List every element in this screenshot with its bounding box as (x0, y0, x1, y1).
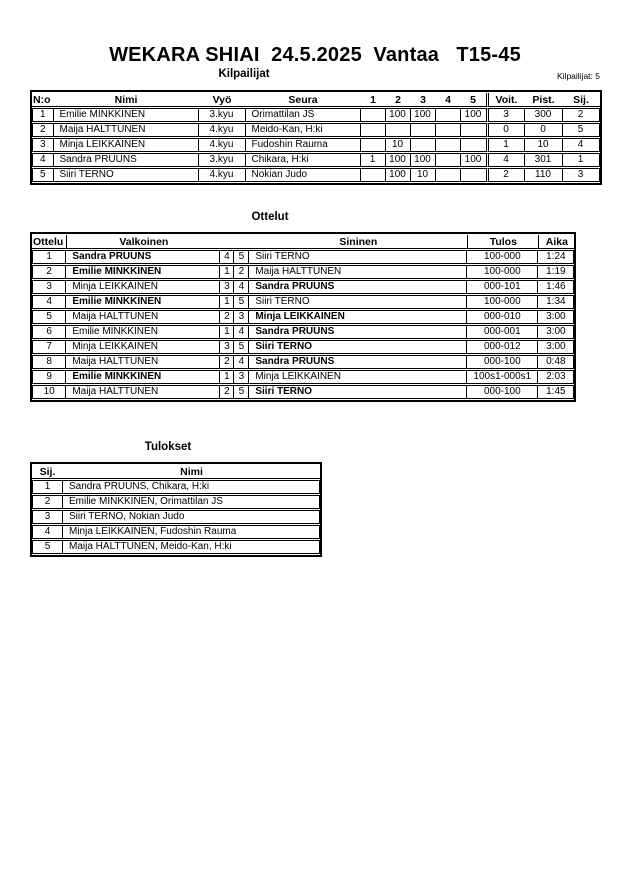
competitor-name: Maija HALTTUNEN (54, 123, 199, 137)
match-row (32, 340, 574, 354)
wins-cell: 0 (486, 123, 525, 137)
wins-cell: 4 (486, 153, 525, 167)
place-cell: 2 (563, 108, 600, 122)
result-name: Emilie MINKKINEN, Orimattilan JS (63, 495, 320, 509)
competitor-club: Orimattilan JS (246, 108, 361, 122)
result-name: Siiri TERNO, Nokian Judo (63, 510, 320, 524)
match-result: 000-100 (467, 385, 538, 399)
result-name: Maija HALTTUNEN, Meido-Kan, H:ki (63, 540, 320, 554)
white-player: Maija HALTTUNEN (66, 355, 220, 369)
score-cell (361, 108, 386, 122)
col-header-opp5: 5 (461, 93, 486, 107)
points-cell: 10 (525, 138, 563, 152)
match-time: 3:00 (538, 310, 574, 324)
place-cell: 4 (563, 138, 600, 152)
match-time: 1:45 (538, 385, 574, 399)
blue-player: Siiri TERNO (249, 295, 467, 309)
score-cell (461, 123, 486, 137)
competitor-name: Emilie MINKKINEN (54, 108, 199, 122)
score-cell (386, 123, 411, 137)
competitor-row (32, 168, 600, 182)
match-no: 2 (32, 265, 66, 279)
match-row (32, 325, 574, 339)
white-player: Emilie MINKKINEN (66, 295, 220, 309)
header-row (32, 465, 320, 479)
competitor-no: 5 (32, 168, 54, 182)
col-header-pist: Pist. (525, 93, 563, 107)
result-place: 4 (32, 525, 63, 539)
wins-cell: 2 (486, 168, 525, 182)
white-player: Maija HALTTUNEN (66, 310, 220, 324)
points-cell: 0 (525, 123, 563, 137)
score-cell (436, 138, 461, 152)
competitor-club: Nokian Judo (246, 168, 361, 182)
result-place: 5 (32, 540, 63, 554)
match-no: 4 (32, 295, 66, 309)
competitors-table (30, 90, 602, 185)
competitor-club: Meido-Kan, H:ki (246, 123, 361, 137)
white-player-no: 1 (220, 295, 234, 309)
score-cell: 100 (386, 168, 411, 182)
match-row (32, 310, 574, 324)
score-cell (436, 108, 461, 122)
score-cell (361, 138, 386, 152)
place-cell: 5 (563, 123, 600, 137)
col-header-opp2: 2 (386, 93, 411, 107)
white-player: Minja LEIKKAINEN (66, 340, 220, 354)
result-row (32, 510, 320, 524)
match-no: 5 (32, 310, 66, 324)
competitor-row (32, 138, 600, 152)
blue-player: Siiri TERNO (249, 250, 467, 264)
match-no: 8 (32, 355, 66, 369)
blue-player: Minja LEIKKAINEN (249, 310, 467, 324)
competitor-count-label: Kilpailijat: 5 (557, 71, 600, 81)
header-row (32, 235, 574, 249)
score-cell (436, 168, 461, 182)
blue-player-no: 2 (234, 265, 249, 279)
competitor-belt: 4.kyu (199, 138, 246, 152)
score-cell: 100 (411, 153, 436, 167)
competitor-no: 2 (32, 123, 54, 137)
result-place: 1 (32, 480, 63, 494)
col-header-vyo: Vyö (199, 93, 246, 107)
blue-player-no: 4 (234, 325, 249, 339)
white-player-no: 2 (220, 355, 234, 369)
white-player: Minja LEIKKAINEN (66, 280, 220, 294)
score-cell: 10 (411, 168, 436, 182)
match-time: 1:46 (538, 280, 574, 294)
competitor-row (32, 123, 600, 137)
col-header-ottelu: Ottelu (32, 235, 66, 249)
col-header-num2 (234, 235, 249, 249)
competitor-belt: 4.kyu (199, 123, 246, 137)
score-cell: 10 (386, 138, 411, 152)
result-row (32, 525, 320, 539)
page-title: WEKARA SHIAI 24.5.2025 Vantaa T15-45 (109, 44, 521, 66)
white-player: Emilie MINKKINEN (66, 325, 220, 339)
blue-player-no: 3 (234, 370, 249, 384)
competitor-club: Chikara, H:ki (246, 153, 361, 167)
col-header-seura: Seura (246, 93, 361, 107)
match-no: 1 (32, 250, 66, 264)
white-player-no: 2 (220, 310, 234, 324)
match-no: 3 (32, 280, 66, 294)
match-row (32, 355, 574, 369)
competitor-row (32, 153, 600, 167)
col-header-sininen: Sininen (249, 235, 467, 249)
match-row (32, 295, 574, 309)
match-no: 10 (32, 385, 66, 399)
score-cell (411, 123, 436, 137)
match-row (32, 250, 574, 264)
white-player-no: 3 (220, 280, 234, 294)
result-row (32, 495, 320, 509)
col-header-voit: Voit. (486, 93, 525, 107)
matches-table (30, 232, 576, 402)
competitor-no: 3 (32, 138, 54, 152)
competitor-belt: 3.kyu (199, 153, 246, 167)
score-cell (436, 123, 461, 137)
place-cell: 3 (563, 168, 600, 182)
white-player: Maija HALTTUNEN (66, 385, 220, 399)
blue-player: Siiri TERNO (249, 385, 467, 399)
result-place: 3 (32, 510, 63, 524)
result-name: Sandra PRUUNS, Chikara, H:ki (63, 480, 320, 494)
wins-cell: 1 (486, 138, 525, 152)
white-player: Emilie MINKKINEN (66, 265, 220, 279)
score-cell (361, 123, 386, 137)
blue-player-no: 5 (234, 340, 249, 354)
col-header-sij: Sij. (563, 93, 600, 107)
points-cell: 110 (525, 168, 563, 182)
col-header-nimi: Nimi (54, 93, 199, 107)
score-cell (411, 138, 436, 152)
match-row (32, 265, 574, 279)
col-header-opp4: 4 (436, 93, 461, 107)
blue-player-no: 5 (234, 295, 249, 309)
col-header-sij: Sij. (32, 465, 63, 479)
score-cell (361, 168, 386, 182)
match-result: 100-000 (467, 250, 538, 264)
white-player-no: 1 (220, 325, 234, 339)
header-row (32, 93, 600, 107)
competitor-row (32, 108, 600, 122)
matches-table-header (32, 235, 574, 249)
result-name: Minja LEIKKAINEN, Fudoshin Rauma (63, 525, 320, 539)
blue-player-no: 4 (234, 355, 249, 369)
blue-player: Minja LEIKKAINEN (249, 370, 467, 384)
competitor-belt: 4.kyu (199, 168, 246, 182)
match-result: 100s1-000s1 (467, 370, 538, 384)
col-header-valkoinen: Valkoinen (66, 235, 220, 249)
blue-player: Siiri TERNO (249, 340, 467, 354)
match-row (32, 370, 574, 384)
white-player-no: 4 (220, 250, 234, 264)
place-cell: 1 (563, 153, 600, 167)
section-heading-kilpailijat: Kilpailijat (218, 68, 270, 80)
score-cell: 100 (386, 108, 411, 122)
match-no: 9 (32, 370, 66, 384)
match-result: 000-012 (467, 340, 538, 354)
score-cell: 100 (386, 153, 411, 167)
match-result: 000-101 (467, 280, 538, 294)
col-header-tulos: Tulos (467, 235, 538, 249)
match-result: 000-100 (467, 355, 538, 369)
points-cell: 301 (525, 153, 563, 167)
blue-player-no: 5 (234, 250, 249, 264)
score-cell (461, 138, 486, 152)
match-result: 000-010 (467, 310, 538, 324)
match-no: 6 (32, 325, 66, 339)
blue-player-no: 5 (234, 385, 249, 399)
blue-player: Sandra PRUUNS (249, 280, 467, 294)
result-row (32, 540, 320, 554)
match-time: 1:24 (538, 250, 574, 264)
match-time: 3:00 (538, 340, 574, 354)
match-time: 3:00 (538, 325, 574, 339)
section-heading-ottelut: Ottelut (251, 211, 289, 223)
blue-player-no: 3 (234, 310, 249, 324)
white-player: Sandra PRUUNS (66, 250, 220, 264)
competitors-table-header (32, 93, 600, 107)
blue-player: Maija HALTTUNEN (249, 265, 467, 279)
col-header-no: N:o (32, 93, 54, 107)
score-cell (461, 168, 486, 182)
match-no: 7 (32, 340, 66, 354)
col-header-aika: Aika (538, 235, 574, 249)
match-row (32, 280, 574, 294)
match-result: 100-000 (467, 265, 538, 279)
competitor-name: Minja LEIKKAINEN (54, 138, 199, 152)
match-row (32, 385, 574, 399)
match-time: 1:34 (538, 295, 574, 309)
competitor-no: 4 (32, 153, 54, 167)
competitor-belt: 3.kyu (199, 108, 246, 122)
results-table (30, 462, 322, 557)
competitor-no: 1 (32, 108, 54, 122)
wins-cell: 3 (486, 108, 525, 122)
results-table-header (32, 465, 320, 479)
points-cell: 300 (525, 108, 563, 122)
col-header-opp3: 3 (411, 93, 436, 107)
competitor-name: Siiri TERNO (54, 168, 199, 182)
white-player-no: 2 (220, 385, 234, 399)
white-player-no: 1 (220, 265, 234, 279)
result-row (32, 480, 320, 494)
competitor-name: Sandra PRUUNS (54, 153, 199, 167)
match-time: 0:48 (538, 355, 574, 369)
white-player-no: 1 (220, 370, 234, 384)
blue-player: Sandra PRUUNS (249, 355, 467, 369)
score-cell: 100 (461, 153, 486, 167)
match-result: 000-001 (467, 325, 538, 339)
col-header-opp1: 1 (361, 93, 386, 107)
match-result: 100-000 (467, 295, 538, 309)
competitor-club: Fudoshin Rauma (246, 138, 361, 152)
result-place: 2 (32, 495, 63, 509)
blue-player-no: 4 (234, 280, 249, 294)
col-header-nimi: Nimi (63, 465, 320, 479)
score-cell: 1 (361, 153, 386, 167)
col-header-num1 (220, 235, 234, 249)
blue-player: Sandra PRUUNS (249, 325, 467, 339)
score-cell (436, 153, 461, 167)
white-player-no: 3 (220, 340, 234, 354)
match-time: 1:19 (538, 265, 574, 279)
score-cell: 100 (461, 108, 486, 122)
white-player: Emilie MINKKINEN (66, 370, 220, 384)
match-time: 2:03 (538, 370, 574, 384)
section-heading-tulokset: Tulokset (144, 441, 192, 453)
score-cell: 100 (411, 108, 436, 122)
